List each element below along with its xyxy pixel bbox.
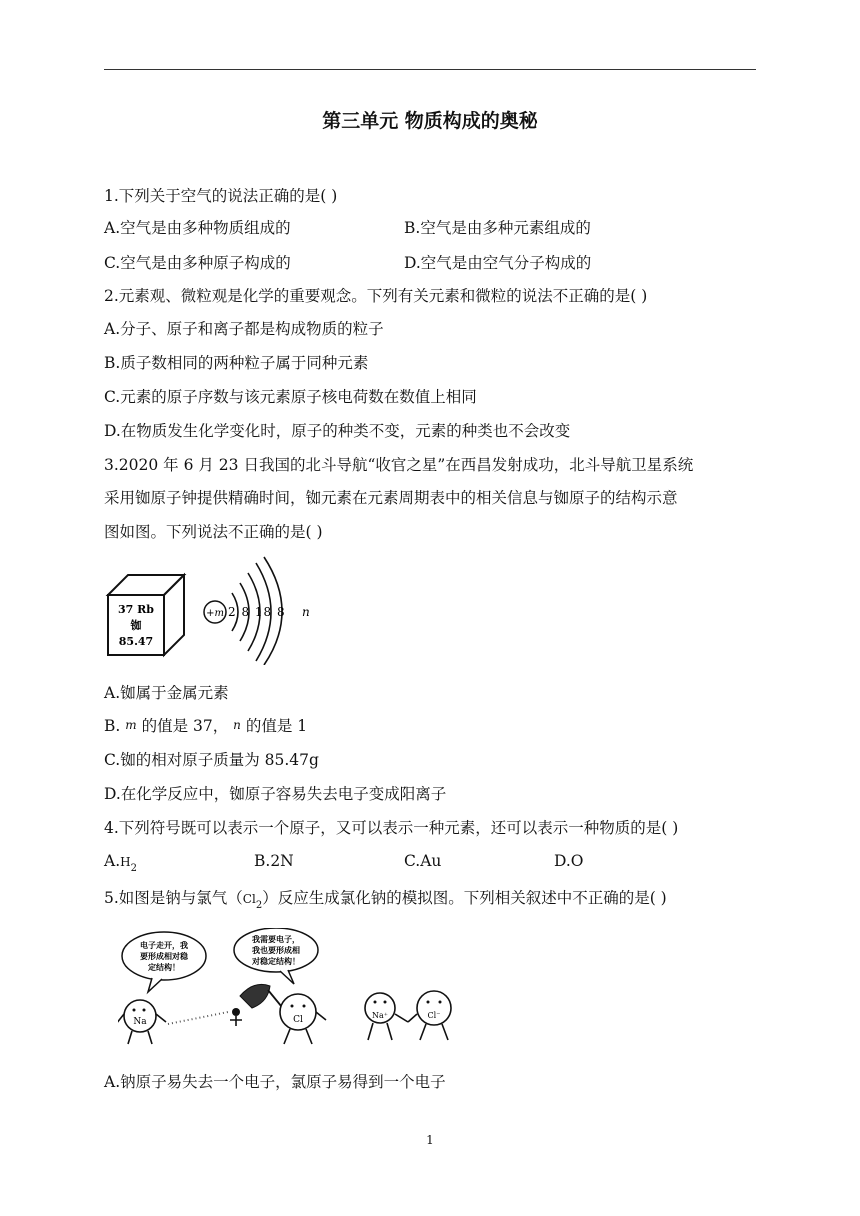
bubble2-line-1: 我需要电子，	[252, 935, 300, 944]
q2-option-d: D.在物质发生化学变化时，原子的种类不变，元素的种类也不会改变	[104, 422, 571, 440]
bubble1-line-1: 电子走开，我	[140, 941, 188, 950]
electron-figure	[230, 1008, 242, 1026]
bubble1-line-3: 定结构！	[148, 963, 180, 972]
electron-shells: 2 8 18 8	[228, 605, 286, 619]
q2-option-b: B.质子数相同的两种粒子属于同种元素	[104, 354, 369, 372]
na-ion-character	[365, 993, 408, 1040]
rubidium-figure	[104, 555, 324, 665]
q2-option-a: A.分子、原子和离子都是构成物质的粒子	[104, 320, 384, 338]
q3-option-d: D.在化学反应中，铷原子容易失去电子变成阳离子	[104, 785, 447, 803]
na-ion-label: Na⁺	[372, 1011, 388, 1020]
q5-stem-subscript: 2	[255, 900, 263, 911]
q4-option-d: D.O	[554, 852, 584, 870]
q1-option-d: D.空气是由空气分子构成的	[404, 254, 592, 272]
q4-option-a	[104, 850, 137, 875]
q4-option-a-subscript: 2	[130, 863, 137, 874]
q4-stem: 4.下列符号既可以表示一个原子，又可以表示一种元素，还可以表示一种物质的是( )	[104, 819, 679, 837]
q3-option-b	[104, 715, 307, 738]
cl-atom-character	[280, 994, 326, 1044]
cl-ion-character	[408, 991, 451, 1040]
na-speech-bubble	[122, 932, 206, 992]
q3-option-c: C.铷的相对原子质量为 85.47g	[104, 751, 319, 769]
variable-n: n	[233, 718, 241, 732]
q1-stem: 1.下列关于空气的说法正确的是( )	[104, 187, 338, 205]
q3-stem-line-3: 图如图。下列说法不正确的是( )	[104, 523, 323, 541]
na-atom-character	[118, 1000, 166, 1044]
q3-option-b-middle: 的值是 37，	[136, 717, 229, 735]
q4-option-c: C.Au	[404, 852, 442, 870]
q3-stem-line-2: 采用铷原子钟提供精确时间，铷元素在元素周期表中的相关信息与铷原子的结构示意	[104, 489, 678, 507]
q3-option-b-prefix: B.	[104, 717, 121, 735]
element-name: 铷	[130, 619, 142, 632]
sodium-chlorine-cartoon	[118, 928, 468, 1053]
q4-option-a-prefix: A.	[104, 852, 121, 870]
q5-stem-formula: Cl	[242, 892, 256, 906]
q4-option-b: B.2N	[254, 852, 294, 870]
q5-stem-suffix: ）反应生成氯化钠的模拟图。下列相关叙述中不正确的是( )	[262, 889, 667, 907]
cl-speech-bubble	[234, 928, 318, 984]
header-rule	[104, 69, 756, 70]
q5-stem-prefix: 5.如图是钠与氯气（	[104, 889, 243, 907]
q1-option-c: C.空气是由多种原子构成的	[104, 254, 291, 272]
cl-ion-label: Cl⁻	[427, 1011, 441, 1020]
q3-stem-line-1: 3.2020 年 6 月 23 日我国的北斗导航“收官之星”在西昌发射成功，北斗导航卫星系统	[104, 456, 694, 474]
outer-shell-label: n	[302, 605, 310, 619]
bubble1-line-2: 要形成相对稳	[140, 952, 188, 961]
q1-option-b: B.空气是由多种元素组成的	[404, 219, 591, 237]
na-label: Na	[133, 1017, 147, 1027]
electron-trail	[168, 1012, 228, 1024]
element-number-symbol: 37 Rb	[118, 603, 154, 616]
q5-option-a: A.钠原子易失去一个电子，氯原子易得到一个电子	[104, 1073, 446, 1091]
page-title: 第三单元 物质构成的奥秘	[322, 110, 538, 132]
bubble2-line-3: 对稳定结构！	[252, 957, 300, 966]
q2-option-c: C.元素的原子序数与该元素原子核电荷数在数值上相同	[104, 388, 477, 406]
q2-stem: 2.元素观、微粒观是化学的重要观念。下列有关元素和微粒的说法不正确的是( )	[104, 287, 648, 305]
q5-stem	[104, 887, 667, 912]
q4-option-a-formula: H	[120, 855, 131, 869]
nucleus-charge: +m	[206, 608, 224, 619]
periodic-cell	[108, 575, 184, 655]
q3-option-a: A.铷属于金属元素	[104, 684, 229, 702]
catching-net	[240, 984, 286, 1012]
cl-label: Cl	[293, 1015, 303, 1025]
bubble2-line-2: 我也要形成相	[252, 946, 300, 955]
page-number: 1	[426, 1133, 434, 1147]
atom-structure-diagram	[204, 557, 310, 665]
q3-option-b-suffix: 的值是 1	[240, 717, 308, 735]
variable-m: m	[125, 718, 137, 732]
q1-option-a: A.空气是由多种物质组成的	[104, 219, 291, 237]
element-mass: 85.47	[118, 635, 154, 648]
